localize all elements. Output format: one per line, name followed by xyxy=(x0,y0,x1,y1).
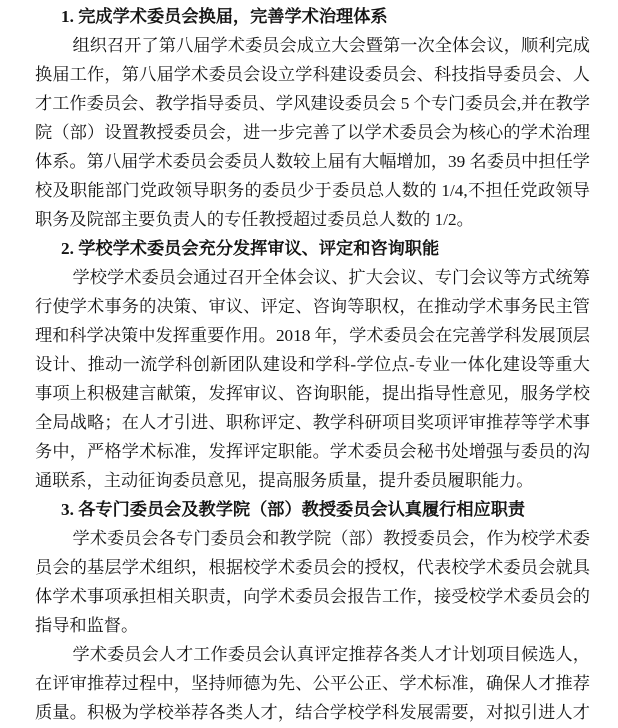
section-paragraph-3: 学术委员会各专门委员会和教学院（部）教授委员会，作为校学术委员会的基层学术组织，根据校学术委员会的授权，代表校学术委员会就具体学术事项承担相关职责，向学术委员会报告工作，接受校学术委员会的指导和监督。 xyxy=(35,529,590,635)
section-paragraph-1: 组织召开了第八届学术委员会成立大会暨第一次全体会议，顺利完成换届工作，第八届学术委员会设立学科建设委员会、科技指导委员会、人才工作委员会、教学指导委员、学风建设委员会 5 个专门委员会,并在教学院（部）设置教授委员会，进一步完善了以学术委员会为核心的学术治理体系。第八届学术委员会委员人数较上届有大幅增加，39 名委员中担任学校及职能部门党政领导职务的委员少于委员总人数的 1/4,不担任党政领导职务及院部主要负责人的专任教授超过委员总人数的 1/2。 xyxy=(35,36,590,229)
section-paragraph-2: 学校学术委员会通过召开全体会议、扩大会议、专门会议等方式统筹行使学术事务的决策、审议、评定、咨询等职权，在推动学术事务民主管理和科学决策中发挥重要作用。2018 年，学术委员会在完善学科发展顶层设计、推动一流学科创新团队建设和学科-学位点-专业一体化建设等重大事项上积极建言献策，发挥审议、咨询职能，提出指导性意见，服务学校全局战略；在人才引进、职称评定、教学科研项目奖项评审推荐等学术事务中，严格学术标准，发挥评定职能。学术委员会秘书处增强与委员的沟通联系，主动征询委员意见，提高服务质量，提升委员履职能力。 xyxy=(35,268,590,490)
document-body xyxy=(35,2,590,727)
section-heading-1: 1. 完成学术委员会换届，完善学术治理体系 xyxy=(61,7,388,26)
section-paragraph-4-truncated: 学术委员会人才工作委员会认真评定推荐各类人才计划项目候选人，在评审推荐过程中，坚持师德为先、公平公正、学术标准，确保人才推荐质量。积极为学校举荐各类人才，结合学校学科发展需要，对拟引进人才 xyxy=(35,645,590,722)
section-heading-3: 3. 各专门委员会及教学院（部）教授委员会认真履行相应职责 xyxy=(61,500,526,519)
section-heading-2: 2. 学校学术委员会充分发挥审议、评定和咨询职能 xyxy=(61,239,440,258)
